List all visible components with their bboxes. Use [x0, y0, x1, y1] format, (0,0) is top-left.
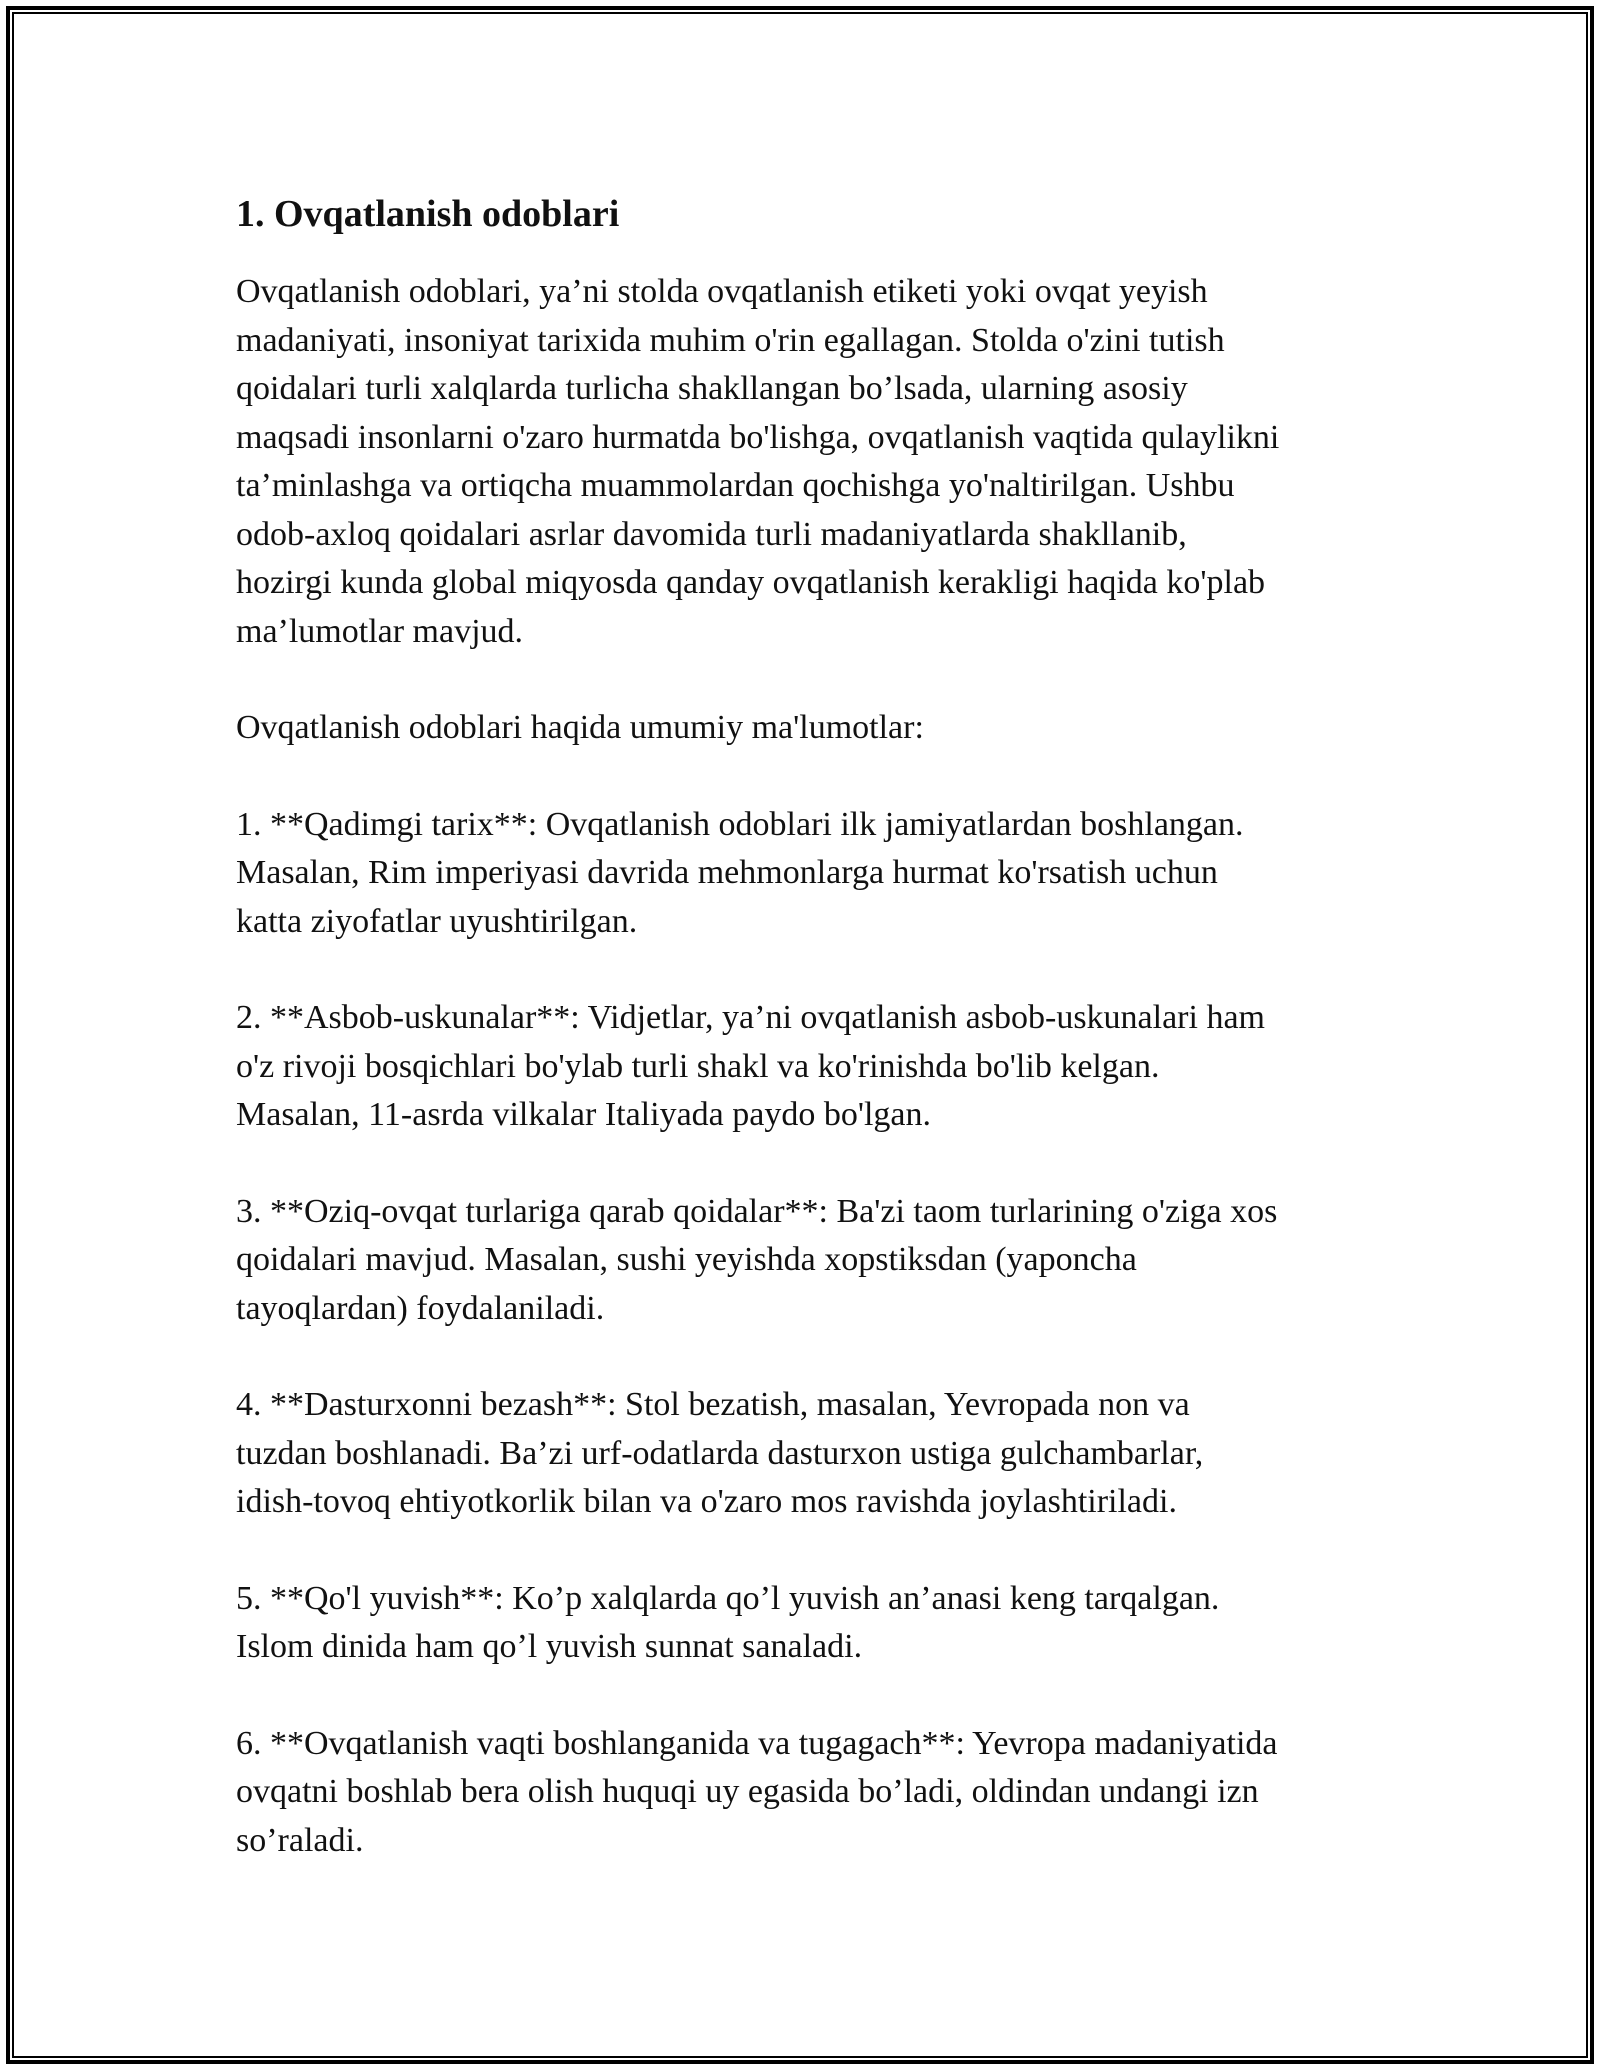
document-heading: 1. Ovqatlanish odoblari — [236, 193, 620, 235]
intro-paragraph: Ovqatlanish odoblari, ya’ni stolda ovqatlanish etiketi yoki ovqat yeyish madaniyati, insoniyat tarixida muhim o'rin egallagan. Stolda o'zini tutish qoidalari turli xalqlarda turlicha shakllangan bo’lsada, ularning asosiy maqsadi insonlarni o'zaro hurmatda bo'lishga, ovqatlanish vaqtida qulaylikni ta’minlashga va ortiqcha muammolardan qochishga yo'naltirilgan. Ushbu odob-axloq qoidalari asrlar davomida turli madaniyatlarda shakllanib, hozirgi kunda global miqyosda qanday ovqatlanish kerakligi haqida ko'plab ma’lumotlar mavjud. — [236, 273, 1280, 650]
list-item: 1. **Qadimgi tarix**: Ovqatlanish odoblari ilk jamiyatlardan boshlangan. Masalan, Rim imperiyasi davrida mehmonlarga hurmat ko'rsatish uchun katta ziyofatlar uyushtirilgan. — [236, 805, 1244, 940]
list-item: 4. **Dasturxonni bezash**: Stol bezatish, masalan, Yevropada non va tuzdan boshlanadi. Ba’zi urf-odatlarda dasturxon ustiga gulchambarlar, idish-tovoq ehtiyotkorlik bilan va o'zaro mos ravishda joylashtiriladi. — [236, 1386, 1204, 1520]
list-item: 6. **Ovqatlanish vaqti boshlanganida va tugagach**: Yevropa madaniyatida ovqatni boshlab bera olish huquqi uy egasida bo’ladi, oldindan undangi izn so’raladi. — [236, 1724, 1278, 1859]
list-item: 3. **Oziq-ovqat turlariga qarab qoidalar**: Ba'zi taom turlarining o'ziga xos qoidalari mavjud. Masalan, sushi yeyishda xopstiksdan (yaponcha tayoqlardan) foydalaniladi. — [236, 1192, 1278, 1327]
list-item: 2. **Asbob-uskunalar**: Vidjetlar, ya’ni ovqatlanish asbob-uskunalari ham o'z rivoji bosqichlari bo'ylab turli shakl va ko'rinishda bo'lib kelgan. Masalan, 11-asrda vilkalar Italiyada paydo bo'lgan. — [236, 999, 1265, 1133]
document-body — [236, 186, 1376, 1913]
list-item: 5. **Qo'l yuvish**: Ko’p xalqlarda qo’l yuvish an’anasi keng tarqalgan. Islom dinida ham qo’l yuvish sunnat sanaladi. — [236, 1579, 1220, 1665]
subheading-paragraph: Ovqatlanish odoblari haqida umumiy ma'lumotlar: — [236, 709, 924, 746]
